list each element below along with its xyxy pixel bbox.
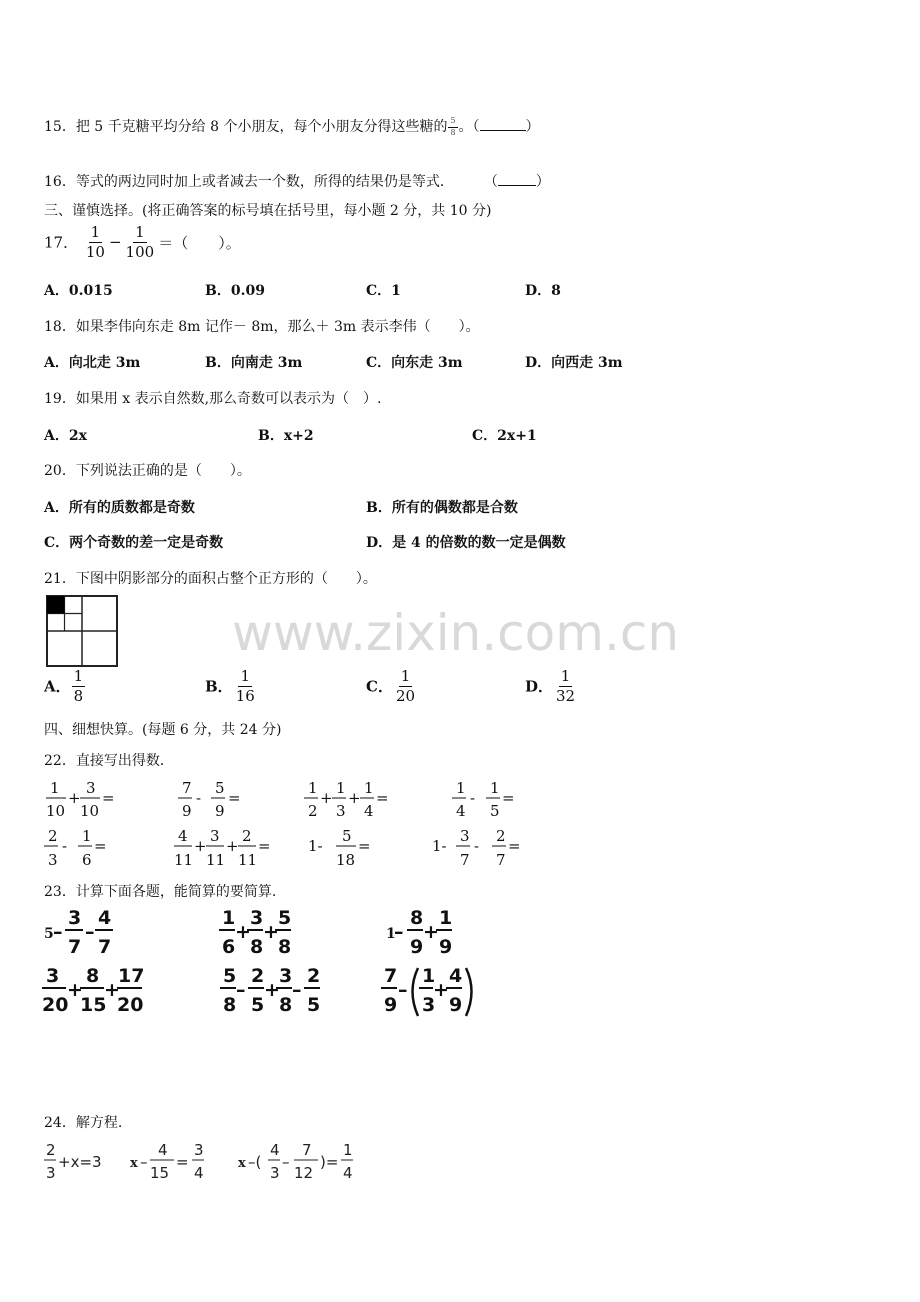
section-heading-3: 三、谨慎选择。(将正确答案的标号填在括号里，每小题 2 分，共 10 分) (44, 203, 492, 219)
svg-text:5: 5 (215, 779, 225, 797)
svg-text:7: 7 (496, 851, 506, 869)
question-number: 15． (44, 119, 76, 135)
expression (44, 827, 107, 869)
equation (44, 1141, 102, 1182)
svg-text:5: 5 (223, 965, 237, 987)
svg-text:2: 2 (307, 965, 321, 987)
svg-text:5: 5 (44, 926, 54, 942)
svg-text:4: 4 (178, 827, 188, 845)
answer-blank[interactable] (480, 117, 526, 131)
expression (178, 779, 241, 820)
math-expression-row (42, 964, 482, 1020)
svg-text:=: = (94, 837, 107, 855)
svg-text:9: 9 (215, 802, 225, 820)
svg-text:3: 3 (68, 907, 82, 929)
svg-text:9: 9 (410, 936, 424, 958)
svg-text:6: 6 (222, 936, 236, 958)
svg-text:1: 1 (439, 907, 453, 929)
svg-text:–: – (292, 979, 302, 1001)
svg-text:–: – (140, 1153, 148, 1171)
fraction: $\frac{1}{10}$ (85, 223, 105, 261)
option-b[interactable]: B．向南走 3m (205, 355, 303, 371)
svg-text:-: - (196, 789, 202, 807)
svg-text:1: 1 (490, 779, 500, 797)
question-number: 17． (44, 233, 79, 252)
expression (219, 907, 291, 958)
svg-text:=: = (358, 837, 371, 855)
svg-text:2: 2 (308, 802, 318, 820)
option-c[interactable]: C． $\frac{1}{20}$ (366, 667, 416, 705)
question-17: 17． $\frac{1}{10}$ − $\frac{1}{100}$ ＝（ ）。 (44, 223, 241, 261)
svg-text:+: + (264, 979, 280, 1001)
svg-text:2: 2 (496, 827, 506, 845)
math-expression-row (44, 824, 564, 872)
svg-text:3: 3 (194, 1141, 204, 1159)
option-a[interactable]: A．2x (44, 428, 87, 444)
svg-text:2: 2 (251, 965, 265, 987)
question-20: 20．下列说法正确的是（ ）。 (44, 463, 251, 479)
svg-text:+: + (263, 921, 279, 943)
svg-text:–: – (394, 921, 404, 943)
svg-text:+: + (226, 837, 239, 855)
svg-text:–(: –( (248, 1153, 262, 1171)
svg-text:1: 1 (82, 827, 92, 845)
svg-text:–: – (236, 979, 246, 1001)
question-21: 21．下图中阴影部分的面积占整个正方形的（ ）。 (44, 571, 377, 587)
svg-text:5: 5 (490, 802, 500, 820)
question-24: 24．解方程. (44, 1115, 123, 1131)
svg-text:1-: 1- (432, 837, 447, 855)
option-b[interactable]: B． $\frac{1}{16}$ (205, 667, 255, 705)
question-22: 22．直接写出得数． (44, 753, 174, 769)
svg-text:3: 3 (270, 1164, 280, 1182)
svg-text:1: 1 (456, 779, 466, 797)
expression (386, 907, 452, 958)
svg-text:=: = (102, 789, 115, 807)
svg-text:3: 3 (86, 779, 96, 797)
math-expression-row (44, 776, 564, 822)
option-d[interactable]: D． $\frac{1}{32}$ (525, 667, 576, 705)
question-18: 18．如果李伟向东走 8m 记作－ 8m，那么＋ 3m 表示李伟（ ）。 (44, 319, 480, 335)
svg-text:=: = (502, 789, 515, 807)
svg-text:11: 11 (174, 851, 194, 869)
option-d[interactable]: D．是 4 的倍数的数一定是偶数 (366, 535, 566, 551)
option-c[interactable]: C．向东走 3m (366, 355, 463, 371)
svg-text:3: 3 (46, 1164, 56, 1182)
svg-text:15: 15 (80, 994, 107, 1016)
fraction: $\frac{5}{8}$ (450, 115, 456, 137)
expression (42, 965, 144, 1016)
svg-text:=: = (176, 1153, 189, 1171)
svg-text:8: 8 (279, 994, 293, 1016)
expression (452, 779, 515, 820)
svg-text:1: 1 (422, 965, 436, 987)
question-15: 15．把 5 千克糖平均分给 8 个小朋友，每个小朋友分得这些糖的 $\frac{5}{8}$ 。（ ） (44, 115, 540, 137)
svg-text:)=: )= (320, 1153, 339, 1171)
svg-text:4: 4 (98, 907, 112, 929)
option-b[interactable]: B．0.09 (205, 283, 265, 299)
svg-text:12: 12 (294, 1164, 314, 1182)
svg-text:1: 1 (364, 779, 374, 797)
question-text: 把 5 千克糖平均分给 8 个小朋友，每个小朋友分得这些糖的 (75, 119, 448, 135)
question-text: 等式的两边同时加上或者减去一个数，所得的结果仍是等式． (75, 174, 454, 190)
svg-text:15: 15 (150, 1164, 170, 1182)
svg-text:+: + (235, 921, 251, 943)
svg-text:+: + (433, 979, 449, 1001)
svg-text:–: – (398, 979, 408, 1001)
svg-text:3: 3 (336, 802, 346, 820)
svg-text:7: 7 (302, 1141, 312, 1159)
svg-text:9: 9 (439, 936, 453, 958)
equation (130, 1141, 204, 1182)
option-d[interactable]: D．8 (525, 283, 561, 299)
svg-text:x: x (238, 1156, 246, 1171)
option-a[interactable]: A．所有的质数都是奇数 (44, 500, 195, 516)
option-c[interactable]: C．2x+1 (472, 428, 537, 444)
question-number: 16． (44, 174, 76, 190)
svg-text:2: 2 (242, 827, 252, 845)
equation (238, 1141, 353, 1182)
question-16: 16．等式的两边同时加上或者减去一个数，所得的结果仍是等式． （ ） (44, 174, 550, 190)
watermark: www.zixin.com.cn (232, 604, 680, 662)
svg-text:+: + (423, 921, 439, 943)
svg-text:4: 4 (158, 1141, 168, 1159)
svg-text:4: 4 (270, 1141, 280, 1159)
expression (381, 965, 472, 1016)
expression (432, 827, 521, 869)
svg-text:4: 4 (194, 1164, 204, 1182)
svg-text:20: 20 (42, 994, 69, 1016)
svg-text:–: – (53, 921, 63, 943)
svg-text:3: 3 (250, 907, 264, 929)
svg-text:+x=3: +x=3 (58, 1153, 102, 1171)
shaded-square-figure (46, 595, 118, 667)
svg-text:x: x (130, 1156, 138, 1171)
svg-text:8: 8 (86, 965, 100, 987)
math-expression-row (44, 1138, 384, 1186)
expression (304, 779, 389, 820)
svg-text:18: 18 (336, 851, 356, 869)
svg-text:1-: 1- (308, 837, 323, 855)
svg-text:-: - (62, 837, 68, 855)
svg-text:+: + (194, 837, 207, 855)
svg-text:4: 4 (449, 965, 463, 987)
svg-text:4: 4 (364, 802, 374, 820)
svg-text:=: = (376, 789, 389, 807)
svg-text:10: 10 (46, 802, 66, 820)
svg-text:3: 3 (422, 994, 436, 1016)
question-19: 19．如果用 x 表示自然数,那么奇数可以表示为（ ）. (44, 391, 382, 407)
svg-text:1: 1 (336, 779, 346, 797)
svg-text:+: + (348, 789, 361, 807)
svg-text:9: 9 (449, 994, 463, 1016)
option-c[interactable]: C．1 (366, 283, 401, 299)
section-heading-4: 四、细想快算。(每题 6 分，共 24 分) (44, 722, 282, 738)
question-23: 23．计算下面各题，能简算的要简算. (44, 884, 277, 900)
svg-text:11: 11 (238, 851, 258, 869)
svg-text:2: 2 (46, 1141, 56, 1159)
svg-text:11: 11 (206, 851, 226, 869)
svg-text:2: 2 (48, 827, 58, 845)
svg-text:3: 3 (460, 827, 470, 845)
svg-text:+: + (68, 789, 81, 807)
svg-text:7: 7 (384, 965, 398, 987)
svg-text:8: 8 (410, 907, 424, 929)
option-b[interactable]: B．所有的偶数都是合数 (366, 500, 518, 516)
svg-text:4: 4 (343, 1164, 353, 1182)
svg-text:1: 1 (222, 907, 236, 929)
svg-text:3: 3 (46, 965, 60, 987)
svg-text:+: + (67, 979, 83, 1001)
svg-text:7: 7 (460, 851, 470, 869)
svg-text:8: 8 (223, 994, 237, 1016)
expression (308, 827, 371, 869)
svg-text:5: 5 (307, 994, 321, 1016)
svg-text:3: 3 (279, 965, 293, 987)
svg-text:9: 9 (182, 802, 192, 820)
svg-text:10: 10 (80, 802, 100, 820)
fraction: $\frac{1}{100}$ (125, 223, 155, 261)
expression (174, 827, 271, 869)
svg-text:1: 1 (386, 926, 396, 942)
svg-text:5: 5 (278, 907, 292, 929)
svg-text:5: 5 (342, 827, 352, 845)
svg-text:8: 8 (250, 936, 264, 958)
svg-text:6: 6 (82, 851, 92, 869)
math-expression-row (44, 906, 464, 958)
svg-text:-: - (470, 789, 476, 807)
svg-text:9: 9 (384, 994, 398, 1016)
expression (46, 779, 115, 820)
option-a[interactable]: A．0.015 (44, 283, 113, 299)
option-b[interactable]: B．x+2 (258, 428, 314, 444)
svg-text:1: 1 (343, 1141, 353, 1159)
expression (220, 965, 320, 1016)
svg-text:-: - (474, 837, 480, 855)
svg-text:20: 20 (117, 994, 144, 1016)
svg-text:+: + (320, 789, 333, 807)
svg-text:1: 1 (308, 779, 318, 797)
svg-text:+: + (104, 979, 120, 1001)
svg-text:4: 4 (456, 802, 466, 820)
expression (44, 907, 113, 958)
svg-text:7: 7 (68, 936, 82, 958)
svg-text:8: 8 (278, 936, 292, 958)
svg-text:3: 3 (210, 827, 220, 845)
svg-text:5: 5 (251, 994, 265, 1016)
svg-text:3: 3 (48, 851, 58, 869)
option-d[interactable]: D．向西走 3m (525, 355, 623, 371)
svg-text:=: = (508, 837, 521, 855)
svg-text:7: 7 (98, 936, 112, 958)
svg-text:17: 17 (118, 965, 145, 987)
option-a[interactable]: A． $\frac{1}{8}$ (44, 667, 84, 705)
option-c[interactable]: C．两个奇数的差一定是奇数 (44, 535, 224, 551)
svg-text:7: 7 (182, 779, 192, 797)
answer-blank[interactable] (498, 172, 536, 186)
svg-text:–: – (85, 921, 95, 943)
svg-text:1: 1 (50, 779, 60, 797)
option-a[interactable]: A．向北走 3m (44, 355, 141, 371)
svg-text:–: – (282, 1153, 290, 1171)
svg-text:=: = (258, 837, 271, 855)
svg-text:=: = (228, 789, 241, 807)
